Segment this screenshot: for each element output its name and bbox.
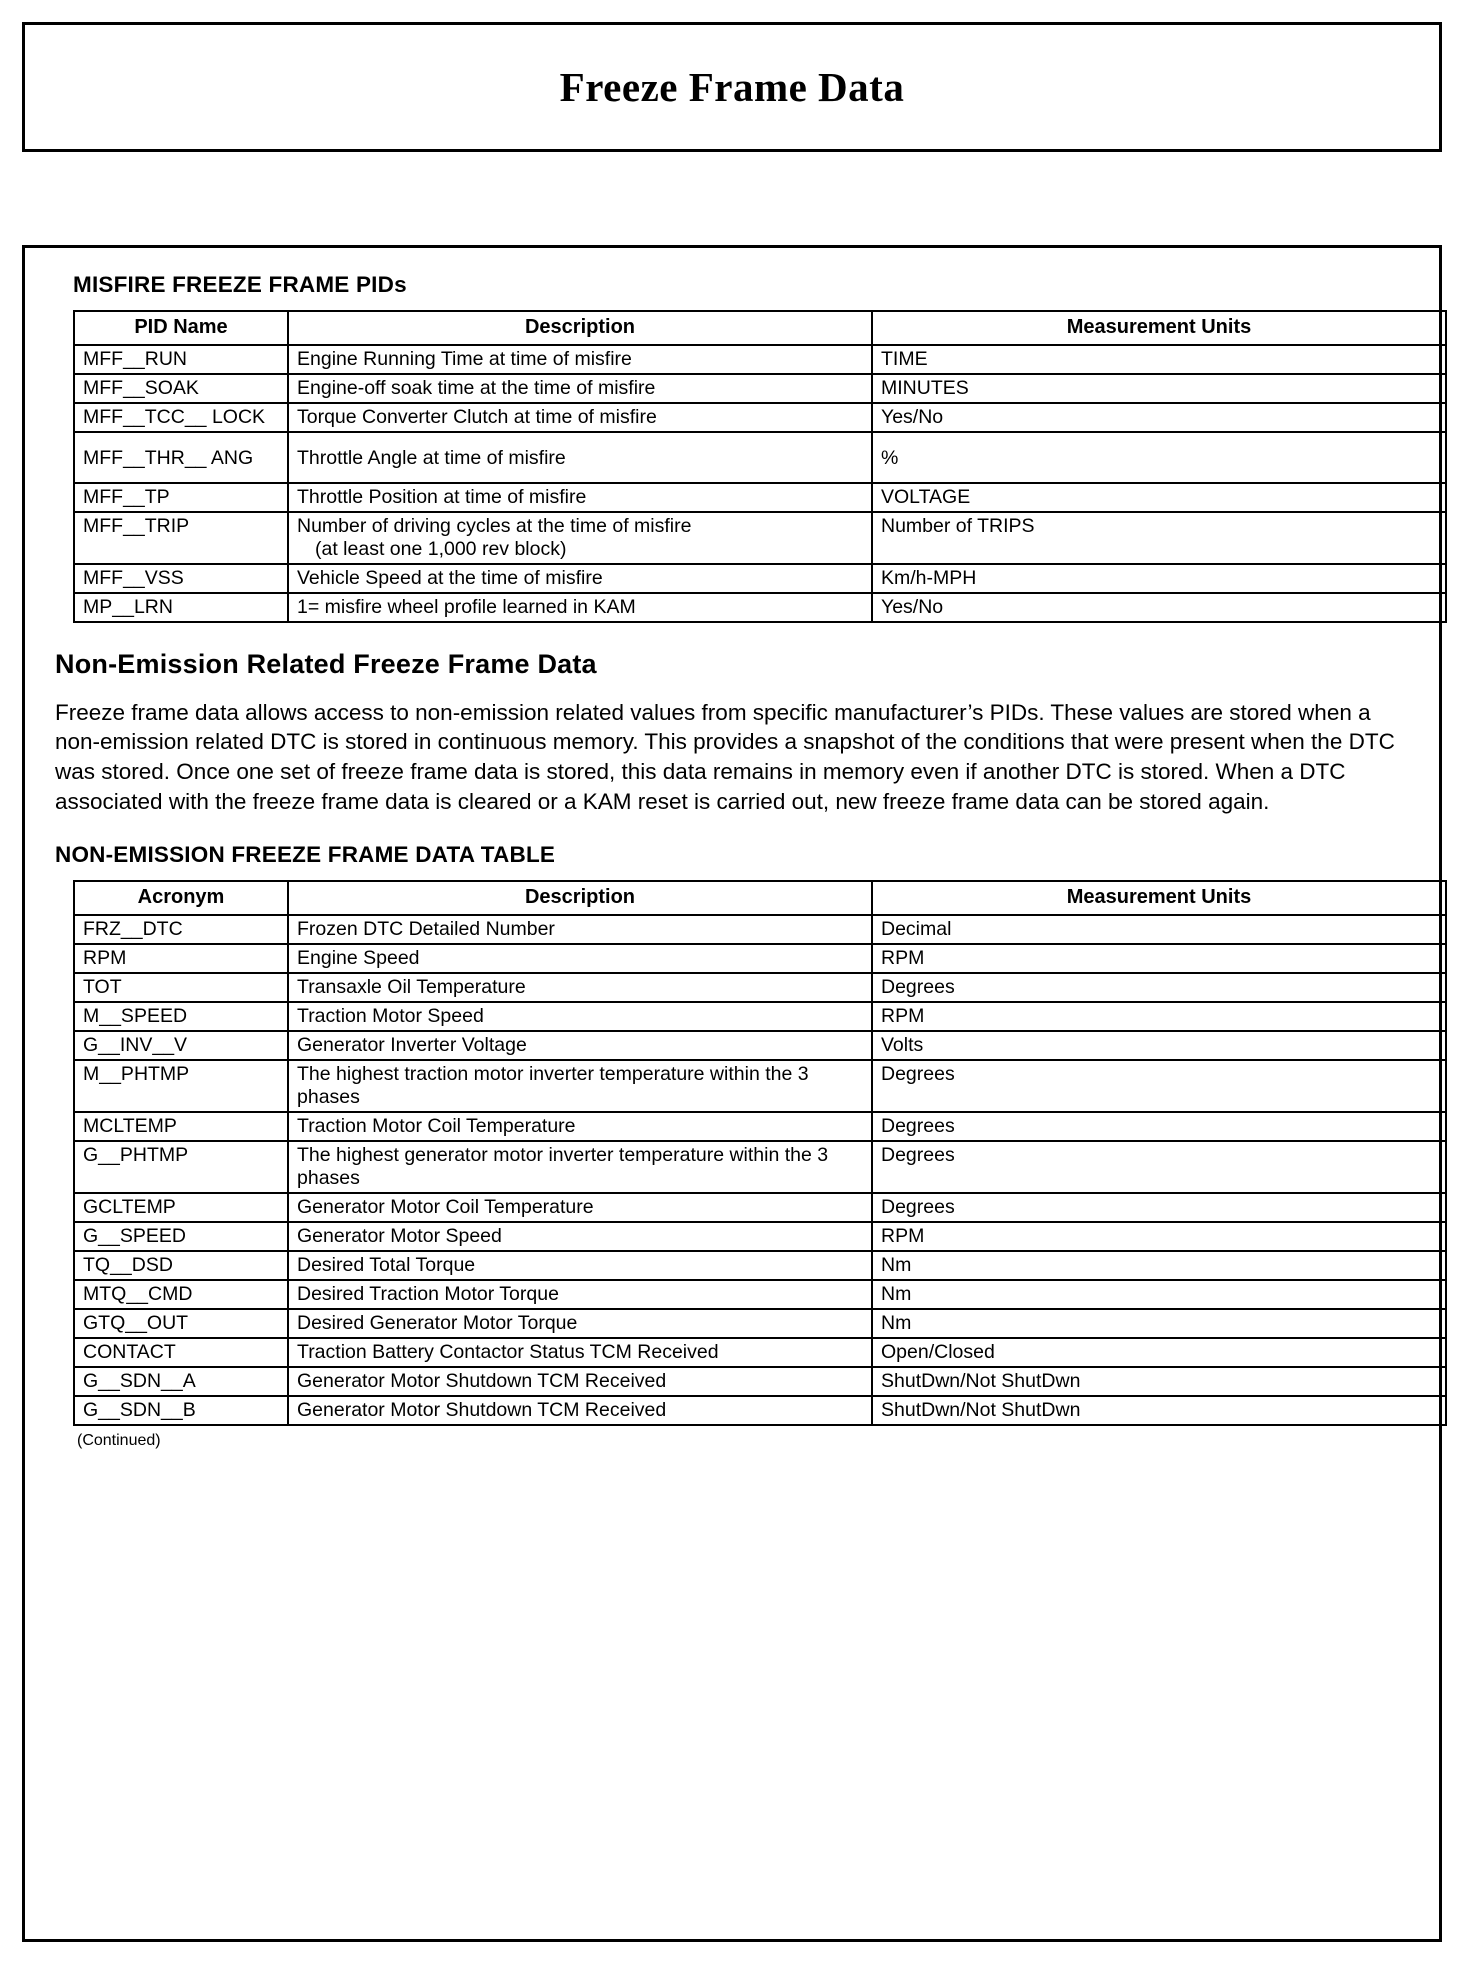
non-emission-data-table xyxy=(73,880,1447,1426)
table-row xyxy=(74,1367,1446,1396)
document-body xyxy=(22,245,1442,1942)
table-row xyxy=(74,1141,1446,1193)
table-row xyxy=(74,512,1446,564)
cell-acronym: G__INV__V xyxy=(74,1031,288,1060)
table-row xyxy=(74,1309,1446,1338)
cell-units: RPM xyxy=(872,1002,1446,1031)
cell-pid-name: MFF__THR__ ANG xyxy=(74,432,288,483)
cell-units: Nm xyxy=(872,1309,1446,1338)
cell-description: Transaxle Oil Temperature xyxy=(288,973,872,1002)
table-row xyxy=(74,1251,1446,1280)
cell-acronym: CONTACT xyxy=(74,1338,288,1367)
cell-acronym: M__SPEED xyxy=(74,1002,288,1031)
cell-description: 1= misfire wheel profile learned in KAM xyxy=(288,593,872,622)
cell-acronym: G__SDN__A xyxy=(74,1367,288,1396)
table-row xyxy=(74,1193,1446,1222)
cell-description: Desired Traction Motor Torque xyxy=(288,1280,872,1309)
cell-units: Number of TRIPS xyxy=(872,512,1446,564)
cell-units: Decimal xyxy=(872,915,1446,944)
cell-description: Generator Motor Shutdown TCM Received xyxy=(288,1396,872,1425)
cell-units: ShutDwn/Not ShutDwn xyxy=(872,1396,1446,1425)
cell-acronym: GTQ__OUT xyxy=(74,1309,288,1338)
column-header-pid-name: PID Name xyxy=(74,311,288,345)
table-row xyxy=(74,403,1446,432)
cell-units: MINUTES xyxy=(872,374,1446,403)
cell-acronym: MCLTEMP xyxy=(74,1112,288,1141)
cell-units: RPM xyxy=(872,944,1446,973)
cell-description: Throttle Position at time of misfire xyxy=(288,483,872,512)
cell-acronym: M__PHTMP xyxy=(74,1060,288,1112)
cell-acronym: TQ__DSD xyxy=(74,1251,288,1280)
cell-units: Km/h-MPH xyxy=(872,564,1446,593)
cell-description: Throttle Angle at time of misfire xyxy=(288,432,872,483)
table-row xyxy=(74,593,1446,622)
cell-units: RPM xyxy=(872,1222,1446,1251)
cell-description: Traction Motor Speed xyxy=(288,1002,872,1031)
cell-pid-name: MFF__SOAK xyxy=(74,374,288,403)
cell-acronym: G__SDN__B xyxy=(74,1396,288,1425)
table-row xyxy=(74,374,1446,403)
cell-units: Degrees xyxy=(872,1112,1446,1141)
table-header-row xyxy=(74,881,1446,915)
column-header-description: Description xyxy=(288,881,872,915)
cell-units: Degrees xyxy=(872,1141,1446,1193)
table-row xyxy=(74,973,1446,1002)
cell-description: Traction Motor Coil Temperature xyxy=(288,1112,872,1141)
cell-acronym: RPM xyxy=(74,944,288,973)
cell-description: Desired Total Torque xyxy=(288,1251,872,1280)
cell-pid-name: MFF__VSS xyxy=(74,564,288,593)
non-emission-table-heading: NON-EMISSION FREEZE FRAME DATA TABLE xyxy=(55,842,556,868)
table-row xyxy=(74,1396,1446,1425)
table-row xyxy=(74,1222,1446,1251)
cell-acronym: G__SPEED xyxy=(74,1222,288,1251)
table-header-row xyxy=(74,311,1446,345)
column-header-units: Measurement Units xyxy=(872,311,1446,345)
cell-units: ShutDwn/Not ShutDwn xyxy=(872,1367,1446,1396)
misfire-section-heading: MISFIRE FREEZE FRAME PIDs xyxy=(73,272,407,297)
cell-units: Degrees xyxy=(872,1060,1446,1112)
non-emission-section-heading: Non-Emission Related Freeze Frame Data xyxy=(55,648,597,679)
table-row xyxy=(74,483,1446,512)
cell-description: Generator Inverter Voltage xyxy=(288,1031,872,1060)
cell-description xyxy=(288,512,872,564)
cell-acronym: GCLTEMP xyxy=(74,1193,288,1222)
table-row xyxy=(74,1112,1446,1141)
table-row xyxy=(74,1060,1446,1112)
document-title-box xyxy=(22,22,1442,152)
page-title: Freeze Frame Data xyxy=(559,64,905,110)
cell-description: Generator Motor Speed xyxy=(288,1222,872,1251)
table-row xyxy=(74,564,1446,593)
cell-pid-name: MFF__TP xyxy=(74,483,288,512)
table-row xyxy=(74,1031,1446,1060)
cell-description: Generator Motor Shutdown TCM Received xyxy=(288,1367,872,1396)
table-row xyxy=(74,1280,1446,1309)
table-row xyxy=(74,345,1446,374)
misfire-pid-table xyxy=(73,310,1447,623)
cell-units: Degrees xyxy=(872,973,1446,1002)
cell-pid-name: MFF__RUN xyxy=(74,345,288,374)
cell-units: Volts xyxy=(872,1031,1446,1060)
cell-units: Yes/No xyxy=(872,403,1446,432)
table-row xyxy=(74,1338,1446,1367)
cell-description: Engine Speed xyxy=(288,944,872,973)
cell-description: Vehicle Speed at the time of misfire xyxy=(288,564,872,593)
cell-acronym: TOT xyxy=(74,973,288,1002)
cell-description: Desired Generator Motor Torque xyxy=(288,1309,872,1338)
cell-pid-name: MFF__TCC__ LOCK xyxy=(74,403,288,432)
cell-description-line2: (at least one 1,000 rev block) xyxy=(315,537,567,560)
cell-units: TIME xyxy=(872,345,1446,374)
cell-units: Degrees xyxy=(872,1193,1446,1222)
continued-note: (Continued) xyxy=(77,1431,161,1449)
non-emission-paragraph: Freeze frame data allows access to non-emission related values from specific manufacturer’s PIDs. These values are stored when a non-emission related DTC is stored in continuous memory. This provides a snapshot of the conditions that were present when the DTC was stored. Once one set of freeze frame data is stored, this data remains in memory even if another DTC is stored. When a DTC associated with the freeze frame data is cleared or a KAM reset is carried out, new freeze frame data can be stored again. xyxy=(55,699,1395,814)
cell-acronym: FRZ__DTC xyxy=(74,915,288,944)
table-row xyxy=(74,432,1446,483)
column-header-units: Measurement Units xyxy=(872,881,1446,915)
cell-description-line1: Number of driving cycles at the time of misfire xyxy=(297,514,692,537)
cell-description: The highest generator motor inverter temperature within the 3 phases xyxy=(288,1141,872,1193)
cell-description: Engine-off soak time at the time of misfire xyxy=(288,374,872,403)
cell-description: Torque Converter Clutch at time of misfire xyxy=(288,403,872,432)
cell-units: % xyxy=(872,432,1446,483)
cell-description: The highest traction motor inverter temperature within the 3 phases xyxy=(288,1060,872,1112)
cell-description: Generator Motor Coil Temperature xyxy=(288,1193,872,1222)
cell-acronym: G__PHTMP xyxy=(74,1141,288,1193)
cell-pid-name: MFF__TRIP xyxy=(74,512,288,564)
cell-units: Yes/No xyxy=(872,593,1446,622)
cell-description: Traction Battery Contactor Status TCM Received xyxy=(288,1338,872,1367)
cell-description: Frozen DTC Detailed Number xyxy=(288,915,872,944)
cell-units: Nm xyxy=(872,1251,1446,1280)
column-header-acronym: Acronym xyxy=(74,881,288,915)
cell-units: Open/Closed xyxy=(872,1338,1446,1367)
cell-units: VOLTAGE xyxy=(872,483,1446,512)
cell-acronym: MTQ__CMD xyxy=(74,1280,288,1309)
table-row xyxy=(74,944,1446,973)
table-row xyxy=(74,915,1446,944)
cell-description: Engine Running Time at time of misfire xyxy=(288,345,872,374)
cell-units: Nm xyxy=(872,1280,1446,1309)
table-row xyxy=(74,1002,1446,1031)
cell-pid-name: MP__LRN xyxy=(74,593,288,622)
column-header-description: Description xyxy=(288,311,872,345)
